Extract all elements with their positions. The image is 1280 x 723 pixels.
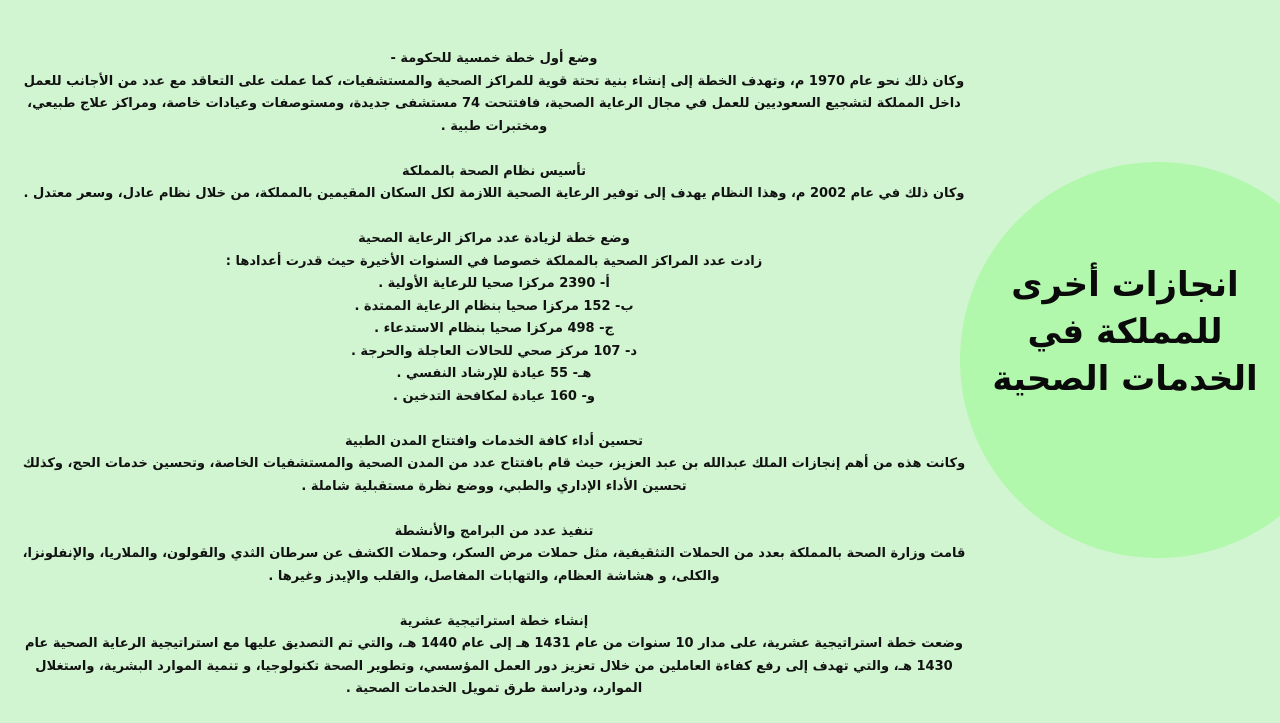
section-heading: إنشاء خطة استراتيجية عشرية — [399, 613, 589, 629]
section-paragraph: وكان ذلك في عام 2002 م، وهذا النظام يهدف إلى توفير الرعاية الصحية اللازمة لكل السكان المقيمين بالمملكة، من خلال نظام عادل، وسعر معتدل . — [23, 186, 965, 201]
list-item: و- 160 عيادة لمكافحة التدخين . — [393, 388, 595, 404]
section-paragraph: قامت وزارة الصحة بالمملكة بعدد من الحملات التثقيفية، مثل حملات مرض السكر، وحملات الكشف عن سرطان الثدي والقولون، والملاريا، والإنفلونزا، والكلى، و هشاشة العظام، والتهابات المفاصل، والقلب والإيدز وغيرها . — [22, 546, 966, 584]
list-item: ب- 152 مركزا صحيا بنظام الرعاية الممتدة . — [354, 298, 634, 314]
section-heading: تنفيذ عدد من البرامج والأنشطة — [394, 523, 594, 539]
section-paragraph: زادت عدد المراكز الصحية بالمملكة خصوصا في السنوات الأخيرة حيث قدرت أعدادها : — [225, 253, 763, 269]
section-strategy — [20, 611, 968, 701]
section-health-system — [20, 161, 968, 206]
section-heading: وضع خطة لزيادة عدد مراكز الرعاية الصحية — [358, 231, 630, 246]
list-item: أ- 2390 مركزا صحيا للرعاية الأولية . — [378, 276, 610, 291]
achievements-content — [20, 48, 968, 723]
section-paragraph: وكانت هذه من أهم إنجازات الملك عبدالله بن عبد العزيز، حيث قام بافتتاح عدد من المدن الصحية والمستشفيات الخاصة، وتحسين خدمات الحج، وكذلك تحسين الأداء الإداري والطبي، ووضع نظرة مستقبلية شاملة . — [22, 456, 966, 494]
list-item: هـ- 55 عيادة للإرشاد النفسي . — [396, 366, 592, 381]
list-item: د- 107 مركز صحي للحالات العاجلة والحرجة . — [350, 343, 638, 359]
section-medical-cities — [20, 431, 968, 499]
list-item: ج- 498 مركزا صحيا بنظام الاستدعاء . — [374, 321, 614, 336]
section-health-centers — [20, 228, 968, 408]
page-title: انجازات أخرى للمملكة في الخدمات الصحية — [992, 265, 1258, 399]
section-programs — [20, 521, 968, 589]
section-paragraph: وضعت خطة استراتيجية عشرية، على مدار 10 سنوات من عام 1431 هـ إلى عام 1440 هـ، والتي تم التصديق عليها مع استراتيجية الرعاية الصحية عام 1430 هـ، والتي تهدف إلى رفع كفاءة العاملين من خلال تعزيز دور العمل المؤسسي، وتطوير الصحة تكنولوجيا، و تنمية الموارد البشرية، واستغلال الموارد، ودراسة طرق تمويل الخدمات الصحية . — [25, 636, 963, 696]
section-heading: تحسين أداء كافة الخدمات وافتتاح المدن الطبية — [345, 433, 643, 449]
section-heading: تأسيس نظام الصحة بالمملكة — [402, 163, 586, 179]
section-five-year-plan — [20, 48, 968, 138]
section-heading: وضع أول خطة خمسية للحكومة - — [390, 51, 598, 66]
section-paragraph: وكان ذلك نحو عام 1970 م، وتهدف الخطة إلى إنشاء بنية تحتة قوية للمراكز الصحية والمستشفيات، كما عملت على التعاقد مع عدد من الأجانب للعمل داخل المملكة لتشجيع السعوديين للعمل في مجال الرعاية الصحية، فافتتحت 74 مستشفى جديدة، ومستوصفات وعيادات خاصة، ومراكز علاج طبيعي، ومختبرات طبية . — [23, 73, 965, 134]
